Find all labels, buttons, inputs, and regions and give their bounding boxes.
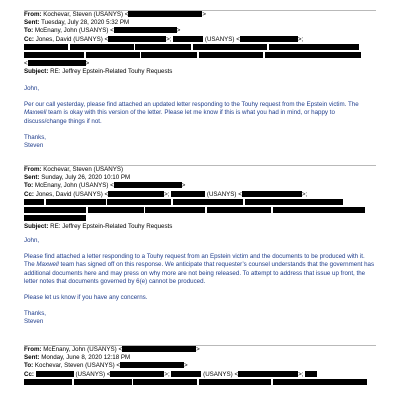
redaction: [110, 371, 164, 377]
email1-thanks: Thanks,: [24, 133, 47, 141]
email1-header: [24, 11, 376, 77]
redaction: [114, 182, 182, 188]
redaction: [238, 371, 298, 377]
redaction: [74, 379, 132, 385]
email2-signature: Steven: [24, 318, 44, 326]
redaction: [173, 36, 203, 42]
redaction: [133, 379, 197, 385]
email1-from-line: From: Kochevar, Steven (USANYS) < >: [24, 11, 207, 18]
email1-sent-line: Sent: Tuesday, July 28, 2020 5:32 PM: [24, 19, 130, 27]
email2-sent-line: Sent: Sunday, July 26, 2020 10:10 PM: [24, 174, 131, 182]
redaction: [199, 52, 263, 58]
email3-cc-line: Cc: (USANYS) < >; (USANYS) < >;: [24, 371, 376, 379]
email3-sent-line: Sent: Monday, June 8, 2020 12:18 PM: [24, 354, 131, 362]
redaction: [207, 207, 271, 213]
redaction: [70, 44, 134, 50]
redaction: [145, 207, 205, 213]
redaction: [273, 379, 367, 385]
email2-paragraph: Please find attached a letter responding to a Touhy request from an Epstein victim and the documents to be produced with it. The Maxwell team has signed off on this response. We anticipate that requester’s counsel understands that the government has additional documents here and may press on why more are not being released. To attempt to address that issue up front, the letter notes that documents governed by 6(e) cannot be produced.: [24, 253, 375, 285]
email1-cc-line: Cc: Jones, David (USANYS) < >; (USANYS) < >;: [24, 35, 304, 43]
redaction: [108, 36, 166, 42]
redaction: [24, 215, 86, 221]
email3-header: [24, 346, 376, 387]
redaction: [135, 44, 191, 50]
redaction: [107, 199, 171, 205]
email2-header: [24, 166, 376, 232]
redaction: [114, 27, 177, 33]
redaction: [240, 36, 298, 42]
email2-greeting: John,: [24, 237, 40, 244]
email1-body: [24, 85, 376, 150]
redaction: [305, 371, 317, 377]
email2-to-line: To: McEnany, John (USANYS) < >: [24, 182, 186, 190]
redaction: [24, 44, 68, 50]
email1-cc-line-4: < >: [24, 60, 90, 68]
email2-cc-line-4: [24, 215, 376, 223]
redaction: [24, 379, 72, 385]
email3-to-line: To: Kochevar, Steven (USANYS) < >: [24, 362, 188, 370]
email1-signature: Steven: [24, 142, 44, 150]
redaction: [245, 199, 343, 205]
redaction: [46, 199, 106, 205]
redaction: [120, 362, 184, 368]
redaction: [242, 191, 302, 197]
email3-from-line: From: McEnany, John (USANYS) < >: [24, 346, 200, 353]
email2-paragraph-2: Please let us know if you have any concerns.: [24, 294, 148, 302]
redaction: [171, 371, 201, 377]
redaction: [128, 11, 202, 17]
email3-cc-line-2: [24, 379, 376, 387]
email1-cc-line-3: [24, 52, 376, 60]
redaction: [193, 44, 267, 50]
email2-subject-line: Subject: RE: Jeffrey Epstein-Related Touhy Requests: [24, 223, 173, 231]
redaction: [86, 52, 140, 58]
redaction: [171, 191, 205, 197]
redaction: [36, 371, 74, 377]
email2-body: [24, 237, 376, 327]
redaction: [173, 199, 243, 205]
redaction: [265, 52, 361, 58]
redaction: [141, 52, 197, 58]
email1-to-line: To: McEnany, John (USANYS) < >: [24, 27, 181, 35]
redaction: [199, 379, 271, 385]
redaction: [28, 60, 86, 66]
email1-subject-line: Subject: RE: Jeffrey Epstein-Related Touhy Requests: [24, 68, 173, 76]
redaction: [269, 44, 359, 50]
redaction: [24, 199, 44, 205]
email2-cc-line: Cc: Jones, David (USANYS) < >; (USANYS) < >;: [24, 190, 308, 198]
redaction: [273, 207, 365, 213]
email2-from-line: From: Kochevar, Steven (USANYS): [24, 166, 124, 173]
email1-paragraph: Per our call yesterday, please find attached an updated letter responding to the Touhy request from the Epstein victim. The Maxwell team is okay with this version of the letter. Please let me know if this is what you had in mind, or happy to discuss/change things if not.: [24, 101, 359, 125]
redaction: [108, 191, 164, 197]
redaction: [24, 52, 84, 58]
redaction: [88, 207, 144, 213]
redaction: [122, 346, 196, 352]
email1-greeting: John,: [24, 85, 40, 92]
email2-thanks: Thanks,: [24, 310, 47, 318]
email1-cc-line-2: [24, 44, 376, 52]
email2-cc-line-2: [24, 199, 376, 207]
email2-cc-line-3: [24, 207, 376, 215]
redaction: [24, 207, 86, 213]
